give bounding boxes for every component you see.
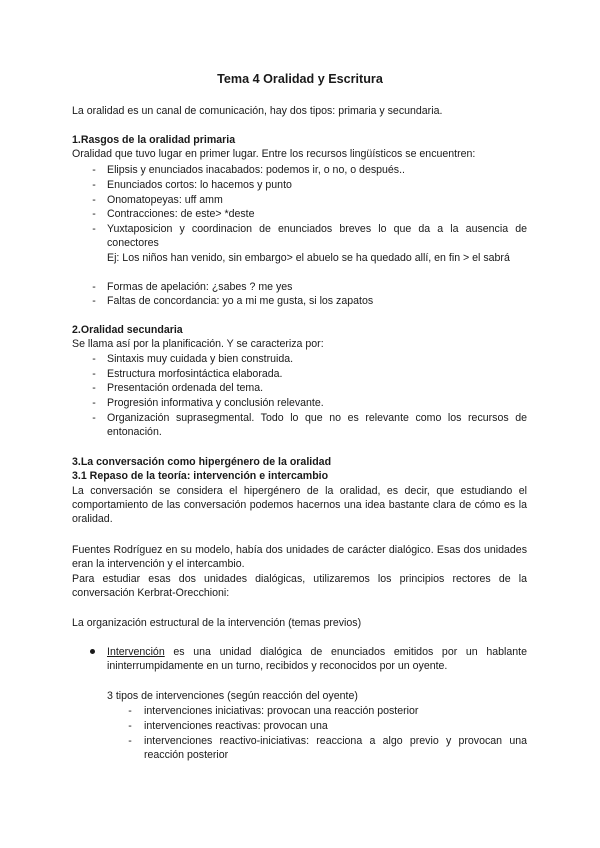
intervencion-definition <box>107 645 527 673</box>
list-item-text: Yuxtaposicion y coordinacion de enunciados breves lo que da a la ausencia de conectores <box>107 223 527 249</box>
intervencion-term: Intervención <box>107 646 165 658</box>
dash-marker: - <box>92 179 96 191</box>
example-text: Ej: Los niños han venido, sin embargo> el abuelo se ha quedado allí, en fin > el sabrá <box>107 252 510 264</box>
dash-marker: - <box>92 295 96 307</box>
dash-marker: - <box>92 382 96 394</box>
dash-marker: - <box>92 397 96 409</box>
bullet-marker <box>89 646 97 654</box>
list-item-text: Contracciones: de este> *deste <box>107 208 255 220</box>
list-item-text: Organización suprasegmental. Todo lo que no es relevante como los recursos de entonación. <box>107 412 527 438</box>
dash-marker: - <box>128 720 132 732</box>
list-item-text: Estructura morfosintáctica elaborada. <box>107 368 283 380</box>
paragraph-hipergenero: La conversación se considera el hipergénero de la oralidad, es decir, que estudiando el comportamiento de las conversación podemos hacernos una idea bastante clara de cómo es la oralidad. <box>72 485 527 525</box>
list-item-text: Onomatopeyas: uff amm <box>107 194 223 206</box>
paragraph-fuentes: Fuentes Rodríguez en su modelo, había dos unidades de carácter dialógico. Esas dos unidades eran la intervención y el intercambio. <box>72 544 527 570</box>
dash-marker: - <box>92 208 96 220</box>
section-1-heading: 1.Rasgos de la oralidad primaria <box>72 134 236 146</box>
list-item-text: Elipsis y enunciados inacabados: podemos ir, o no, o después.. <box>107 164 405 176</box>
dash-marker: - <box>92 164 96 176</box>
list-item-text: intervenciones reactivo-iniciativas: reacciona a algo previo y provocan una reacción posterior <box>144 735 527 761</box>
dash-marker: - <box>92 368 96 380</box>
list-item-text: Sintaxis muy cuidada y bien construida. <box>107 353 294 365</box>
section-3-heading: 3.La conversación como hipergénero de la oralidad <box>72 456 332 468</box>
intervencion-text: es una unidad dialógica de enunciados emitidos por un hablante ininterrumpidamente en un turno, recibidos y reconocidos por un oyente. <box>107 646 527 672</box>
dash-marker: - <box>128 735 132 747</box>
section-2-lead: Se llama así por la planificación. Y se caracteriza por: <box>72 338 324 350</box>
section-1-lead: Oralidad que tuvo lugar en primer lugar. Entre los recursos lingüísticos se encuentren: <box>72 148 476 160</box>
dash-marker: - <box>92 281 96 293</box>
paragraph-principios: Para estudiar esas dos unidades dialógicas, utilizaremos los principios rectores de la conversación Kerbrat-Orecchioni: <box>72 573 527 599</box>
list-item-text: Formas de apelación: ¿sabes ? me yes <box>107 281 293 293</box>
list-item-text: Enunciados cortos: lo hacemos y punto <box>107 179 292 191</box>
section-3-1-heading: 3.1 Repaso de la teoría: intervención e intercambio <box>72 470 329 482</box>
page-title: Tema 4 Oralidad y Escritura <box>217 72 383 86</box>
intro-paragraph: La oralidad es un canal de comunicación, hay dos tipos: primaria y secundaria. <box>72 105 443 117</box>
dash-marker: - <box>92 194 96 206</box>
dash-marker: - <box>92 353 96 365</box>
dash-marker: - <box>92 223 96 235</box>
list-item-text: Faltas de concordancia: yo a mi me gusta, si los zapatos <box>107 295 374 307</box>
types-lead: 3 tipos de intervenciones (según reacción del oyente) <box>107 690 358 702</box>
dash-marker: - <box>128 705 132 717</box>
dash-marker: - <box>92 412 96 424</box>
paragraph-organizacion: La organización estructural de la intervención (temas previos) <box>72 617 362 629</box>
section-2-heading: 2.Oralidad secundaria <box>72 324 183 336</box>
list-item-text: Progresión informativa y conclusión relevante. <box>107 397 324 409</box>
list-item-text: Presentación ordenada del tema. <box>107 382 264 394</box>
list-item-text: intervenciones reactivas: provocan una <box>144 720 328 732</box>
list-item-text: intervenciones iniciativas: provocan una reacción posterior <box>144 705 419 717</box>
